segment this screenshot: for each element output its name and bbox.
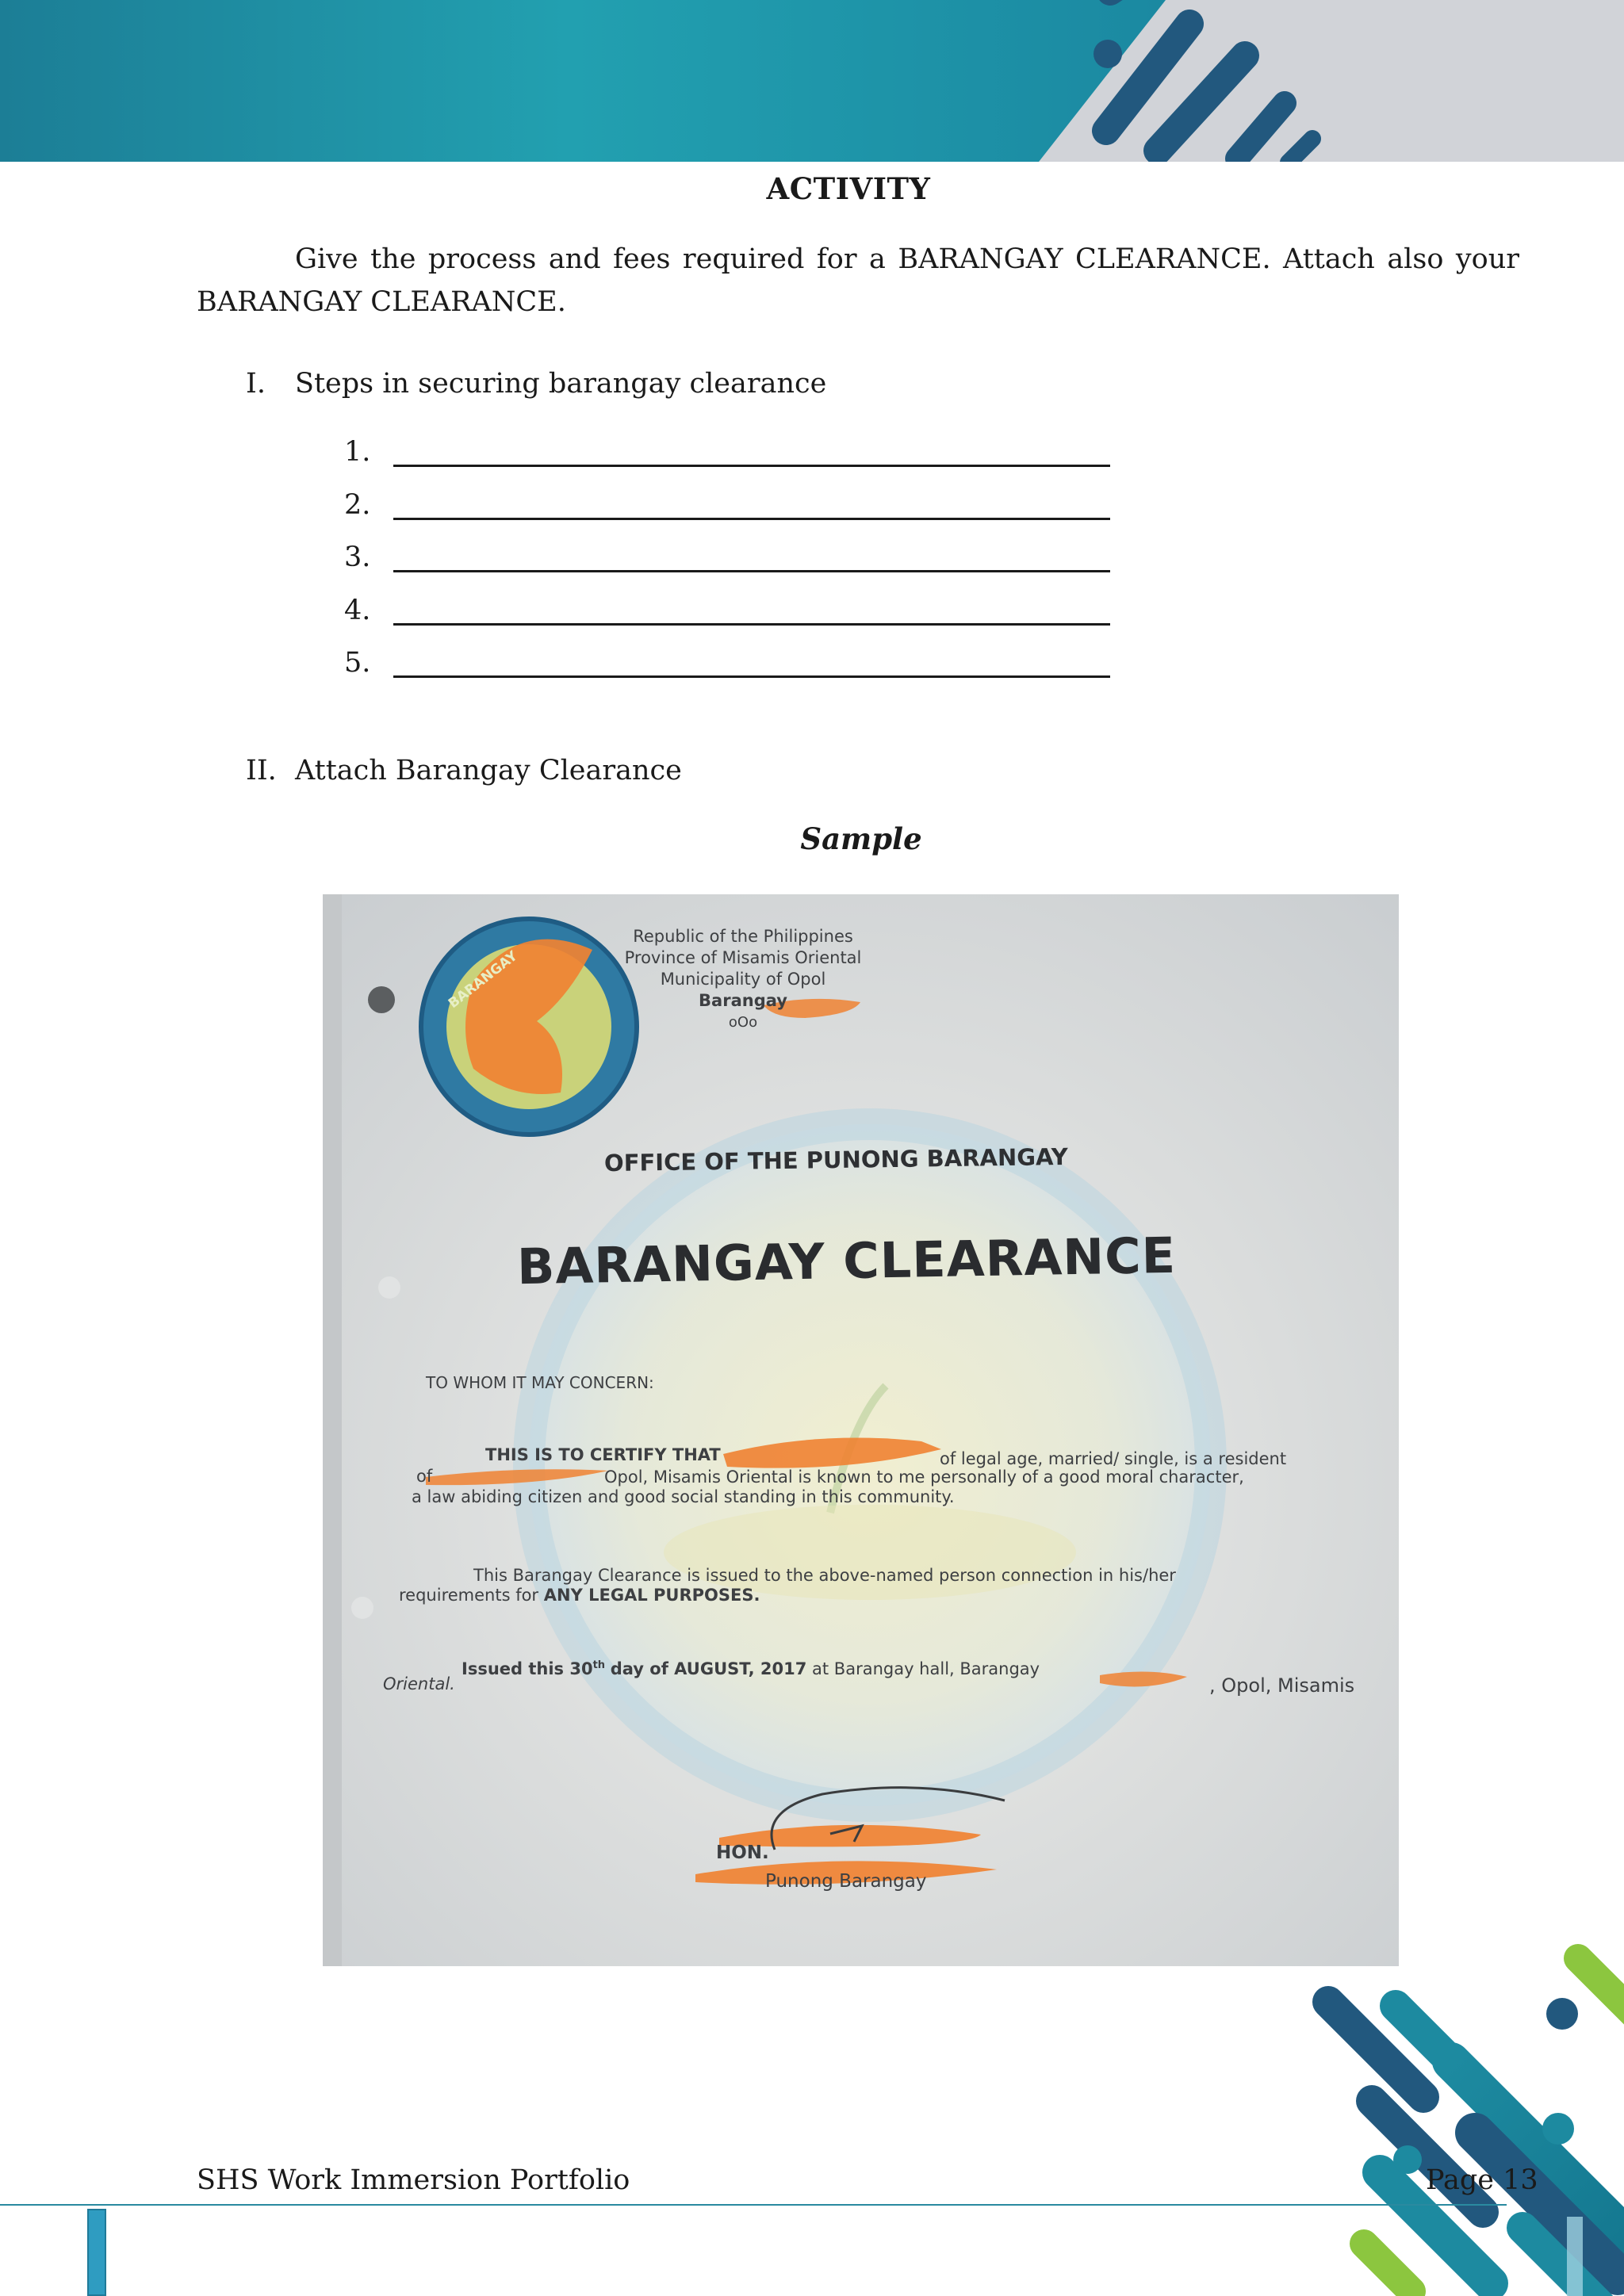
clearance-certify-line2: Opol, Misamis Oriental is known to me personally of a good moral character, bbox=[604, 1468, 1244, 1487]
clearance-issued-end: , Opol, Misamis bbox=[1209, 1674, 1355, 1697]
certify-lead: THIS IS TO CERTIFY THAT bbox=[485, 1445, 721, 1464]
section-two-title: Attach Barangay Clearance bbox=[295, 755, 682, 786]
steps-list bbox=[344, 434, 1137, 698]
clearance-certify-line1-rest: of legal age, married/ single, is a resident bbox=[940, 1449, 1287, 1468]
step-number: 1. bbox=[344, 436, 371, 468]
corner-decoration bbox=[1285, 1934, 1624, 2296]
issued-rest: at Barangay hall, Barangay bbox=[812, 1659, 1040, 1678]
section-one-title: Steps in securing barangay clearance bbox=[295, 368, 827, 400]
header-banner bbox=[0, 0, 1624, 162]
section-one-heading bbox=[246, 366, 826, 401]
purpose-bold: ANY LEGAL PURPOSES. bbox=[543, 1586, 760, 1605]
step-row bbox=[344, 488, 1137, 541]
step-number: 3. bbox=[344, 541, 371, 573]
purpose-lead: requirements for bbox=[399, 1586, 539, 1605]
barangay-seal-icon bbox=[421, 919, 637, 1135]
barangay-clearance-photo bbox=[323, 894, 1399, 1966]
clearance-certify-line2-lead: of bbox=[416, 1467, 433, 1486]
step-row bbox=[344, 593, 1137, 646]
clearance-header-mark: oOo bbox=[728, 1014, 758, 1031]
footer-rule bbox=[0, 2204, 1507, 2206]
section-two-numeral: II. bbox=[246, 755, 277, 786]
clearance-header-line: Republic of the Philippines bbox=[633, 927, 853, 946]
clearance-header-line: Municipality of Opol bbox=[660, 970, 826, 989]
section-two-heading bbox=[246, 753, 682, 788]
step-blank-line[interactable] bbox=[393, 623, 1110, 626]
clearance-signatory-title: Punong Barangay bbox=[765, 1871, 927, 1892]
step-row bbox=[344, 645, 1137, 698]
clearance-salutation: TO WHOM IT MAY CONCERN: bbox=[426, 1373, 654, 1392]
footer-page-number: Page 13 bbox=[1426, 2164, 1538, 2196]
step-number: 5. bbox=[344, 647, 371, 679]
step-row bbox=[344, 540, 1137, 593]
clearance-certify-line1 bbox=[485, 1445, 721, 1465]
issued-sup: th bbox=[592, 1659, 606, 1671]
issued-mid: day of AUGUST, 2017 bbox=[610, 1659, 807, 1678]
seal-lettering: BARANGAY bbox=[445, 947, 521, 1012]
instructions-paragraph: Give the process and fees required for a BARANGAY CLEARANCE. Attach also your BARANGAY CLEARANCE. bbox=[197, 243, 1519, 318]
step-blank-line[interactable] bbox=[393, 518, 1110, 520]
section-one-numeral: I. bbox=[246, 368, 266, 400]
clearance-office-title: OFFICE OF THE PUNONG BARANGAY bbox=[603, 1142, 1068, 1177]
sample-label: Sample bbox=[800, 821, 922, 856]
step-number: 4. bbox=[344, 594, 371, 626]
clearance-issued-line2: Oriental. bbox=[383, 1674, 455, 1693]
clearance-document-title: BARANGAY CLEARANCE bbox=[516, 1226, 1177, 1296]
clearance-issued-line1 bbox=[462, 1655, 1040, 1679]
footer-portfolio-title: SHS Work Immersion Portfolio bbox=[197, 2164, 630, 2196]
step-blank-line[interactable] bbox=[393, 570, 1110, 572]
issued-lead: Issued this 30 bbox=[462, 1659, 593, 1678]
clearance-signatory-prefix: HON. bbox=[716, 1843, 769, 1863]
page-title: ACTIVITY bbox=[766, 171, 931, 206]
clearance-certify-line3: a law abiding citizen and good social standing in this community. bbox=[412, 1487, 955, 1506]
clearance-header-line: Province of Misamis Oriental bbox=[624, 948, 862, 967]
clearance-photo-background bbox=[323, 894, 1399, 1966]
clearance-purpose-line1: This Barangay Clearance is issued to the above-named person connection in his/her bbox=[473, 1566, 1176, 1585]
footer-accent-tab bbox=[87, 2209, 106, 2296]
clearance-purpose-line2 bbox=[399, 1586, 760, 1605]
step-number: 2. bbox=[344, 488, 371, 521]
step-row bbox=[344, 434, 1137, 488]
clearance-header-line: Barangay bbox=[699, 991, 787, 1010]
step-blank-line[interactable] bbox=[393, 675, 1110, 678]
step-blank-line[interactable] bbox=[393, 465, 1110, 467]
